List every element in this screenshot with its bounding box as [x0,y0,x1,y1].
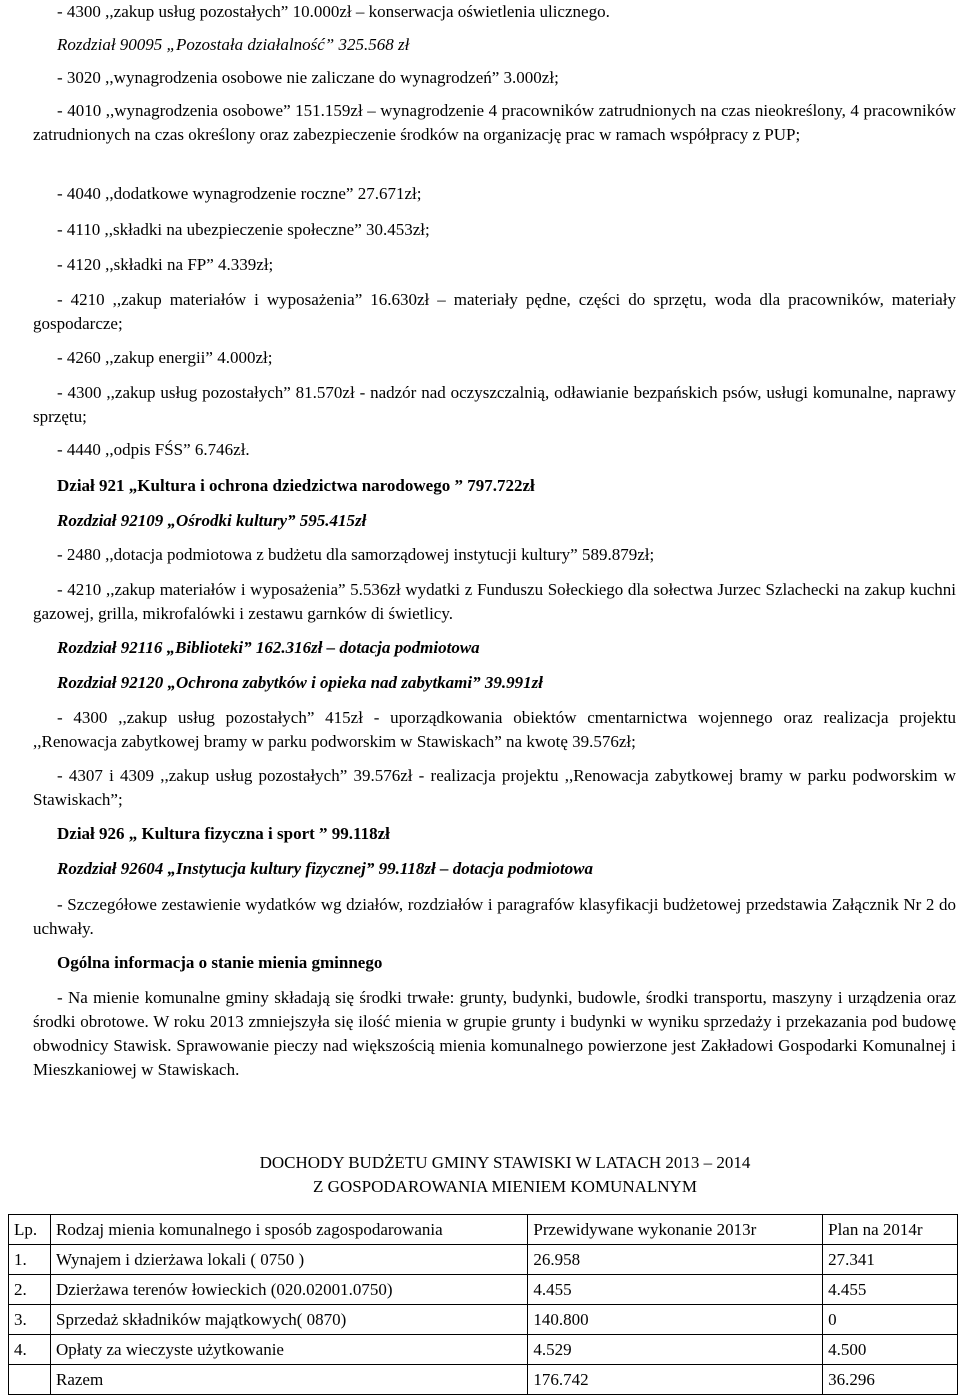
paragraph-4300-lighting: - 4300 ,,zakup usług pozostałych” 10.000zł – konserwacja oświetlenia ulicznego. [57,2,610,21]
table-title-line-1: DOCHODY BUDŻETU GMINY STAWISKI W LATACH 2013 – 2014 [259,1153,751,1172]
cell-plan: 36.296 [823,1365,958,1395]
cell-plan: 4.500 [823,1335,958,1365]
heading-rozdzial-92109: Rozdział 92109 „Ośrodki kultury” 595.415zł [57,511,367,530]
table-row [9,1305,958,1335]
paragraph-4110: - 4110 ,,składki na ubezpieczenie społeczne” 30.453zł; [57,220,430,239]
paragraph-3020: - 3020 ,,wynagrodzenia osobowe nie zaliczane do wynagrodzeń” 3.000zł; [57,68,559,87]
paragraph-4120: - 4120 ,,składki na FP” 4.339zł; [57,255,274,274]
cell-lp: 2. [9,1275,51,1305]
cell-lp: 1. [9,1245,51,1275]
cell-rodzaj: Dzierżawa terenów łowieckich (020.02001.0750) [50,1275,527,1305]
table-title [0,1151,960,1199]
heading-dzial-926: Dział 926 „ Kultura fizyczna i sport ” 99.118zł [57,824,390,843]
cell-rodzaj: Opłaty za wieczyste użytkowanie [50,1335,527,1365]
cell-lp: 3. [9,1305,51,1335]
table-title-line-2: Z GOSPODAROWANIA MIENIEM KOMUNALNYM [313,1177,697,1196]
paragraph-4010: - 4010 ,,wynagrodzenia osobowe” 151.159zł – wynagrodzenie 4 pracowników zatrudnionych na czas nieokreślony, 4 pracowników zatrudnionych na czas określony oraz zabezpieczenie środków na organizację prac w ramach współpracy z PUP; [33,101,956,144]
cell-plan: 4.455 [823,1275,958,1305]
cell-rodzaj: Wynajem i dzierżawa lokali ( 0750 ) [50,1245,527,1275]
header-wykonanie-2013: Przewidywane wykonanie 2013r [528,1215,823,1245]
paragraph-4210-fs: - 4210 ,,zakup materiałów i wyposażenia” 5.536zł wydatki z Funduszu Sołeckiego dla sołectwa Jurzec Szlachecki na zakup kuchni gazowej, grilla, mikrofalówki i zestawu garnków di świetlicy. [33,580,956,623]
cell-lp [9,1365,51,1395]
header-lp: Lp. [9,1215,51,1245]
table-total-row [9,1365,958,1395]
paragraph-4260: - 4260 ,,zakup energii” 4.000zł; [57,348,273,367]
cell-plan: 0 [823,1305,958,1335]
paragraph-2480: - 2480 ,,dotacja podmiotowa z budżetu dla samorządowej instytucji kultury” 589.879zł; [57,545,655,564]
heading-rozdzial-92116: Rozdział 92116 „Biblioteki” 162.316zł – dotacja podmiotowa [57,638,480,657]
heading-rozdzial-90095: Rozdział 90095 „Pozostała działalność” 325.568 zł [57,35,410,54]
header-rodzaj: Rodzaj mienia komunalnego i sposób zagospodarowania [50,1215,527,1245]
cell-wykonanie: 4.455 [528,1275,823,1305]
cell-rodzaj: Sprzedaż składników majątkowych( 0870) [50,1305,527,1335]
cell-rodzaj: Razem [50,1365,527,1395]
paragraph-4307-4309: - 4307 i 4309 ,,zakup usług pozostałych” 39.576zł - realizacja projektu ,,Renowacja zabytkowej bramy w parku podworskim w Stawiskach”; [33,766,956,809]
heading-rozdzial-92604: Rozdział 92604 „Instytucja kultury fizycznej” 99.118zł – dotacja podmiotowa [57,859,594,878]
heading-dzial-921: Dział 921 „Kultura i ochrona dziedzictwa narodowego ” 797.722zł [57,476,535,495]
paragraph-4300-cemetery: - 4300 ,,zakup usług pozostałych” 415zł - uporządkowania obiektów cmentarnictwa wojennego oraz realizacja projektu ,,Renowacja zabytkowej bramy w parku podworskim w Stawiskach” na kwotę 39.576zł; [33,708,956,751]
paragraph-4440: - 4440 ,,odpis FŚS” 6.746zł. [57,440,250,459]
cell-wykonanie: 26.958 [528,1245,823,1275]
cell-wykonanie: 176.742 [528,1365,823,1395]
cell-plan: 27.341 [823,1245,958,1275]
cell-wykonanie: 140.800 [528,1305,823,1335]
table-row [9,1335,958,1365]
paragraph-4210: - 4210 ,,zakup materiałów i wyposażenia” 16.630zł – materiały pędne, części do sprzętu, woda dla pracowników, materiały gospodarcze; [33,290,956,333]
table-header-row [9,1215,958,1245]
table-row [9,1275,958,1305]
cell-lp: 4. [9,1335,51,1365]
income-table [8,1214,958,1395]
header-plan-2014: Plan na 2014r [823,1215,958,1245]
heading-mienie-gminne: Ogólna informacja o stanie mienia gminnego [57,953,383,972]
paragraph-4040: - 4040 ,,dodatkowe wynagrodzenie roczne” 27.671zł; [57,184,422,203]
paragraph-mienie: - Na mienie komunalne gminy składają się środki trwałe: grunty, budynki, budowle, środki transportu, maszyny i urządzenia oraz środki obrotowe. W roku 2013 zmniejszyła się ilość mienia w grupie grunty i budynki w wyniku sprzedaży i przekazania pod budowę obwodnicy Stawisk. Sprawowanie pieczy nad większością mienia komunalnego powierzone jest Zakładowi Gospodarki Komunalnej i Mieszkaniowej w Stawiskach. [33,988,956,1079]
paragraph-summary: - Szczegółowe zestawienie wydatków wg działów, rozdziałów i paragrafów klasyfikacji budżetowej przedstawia Załącznik Nr 2 do uchwały. [33,895,956,938]
table-row [9,1245,958,1275]
heading-rozdzial-92120: Rozdział 92120 „Ochrona zabytków i opieka nad zabytkami” 39.991zł [57,673,543,692]
cell-wykonanie: 4.529 [528,1335,823,1365]
paragraph-4300-services: - 4300 ,,zakup usług pozostałych” 81.570zł - nadzór nad oczyszczalnią, odławianie bezpańskich psów, usługi komunalne, naprawy sprzętu; [33,383,956,426]
